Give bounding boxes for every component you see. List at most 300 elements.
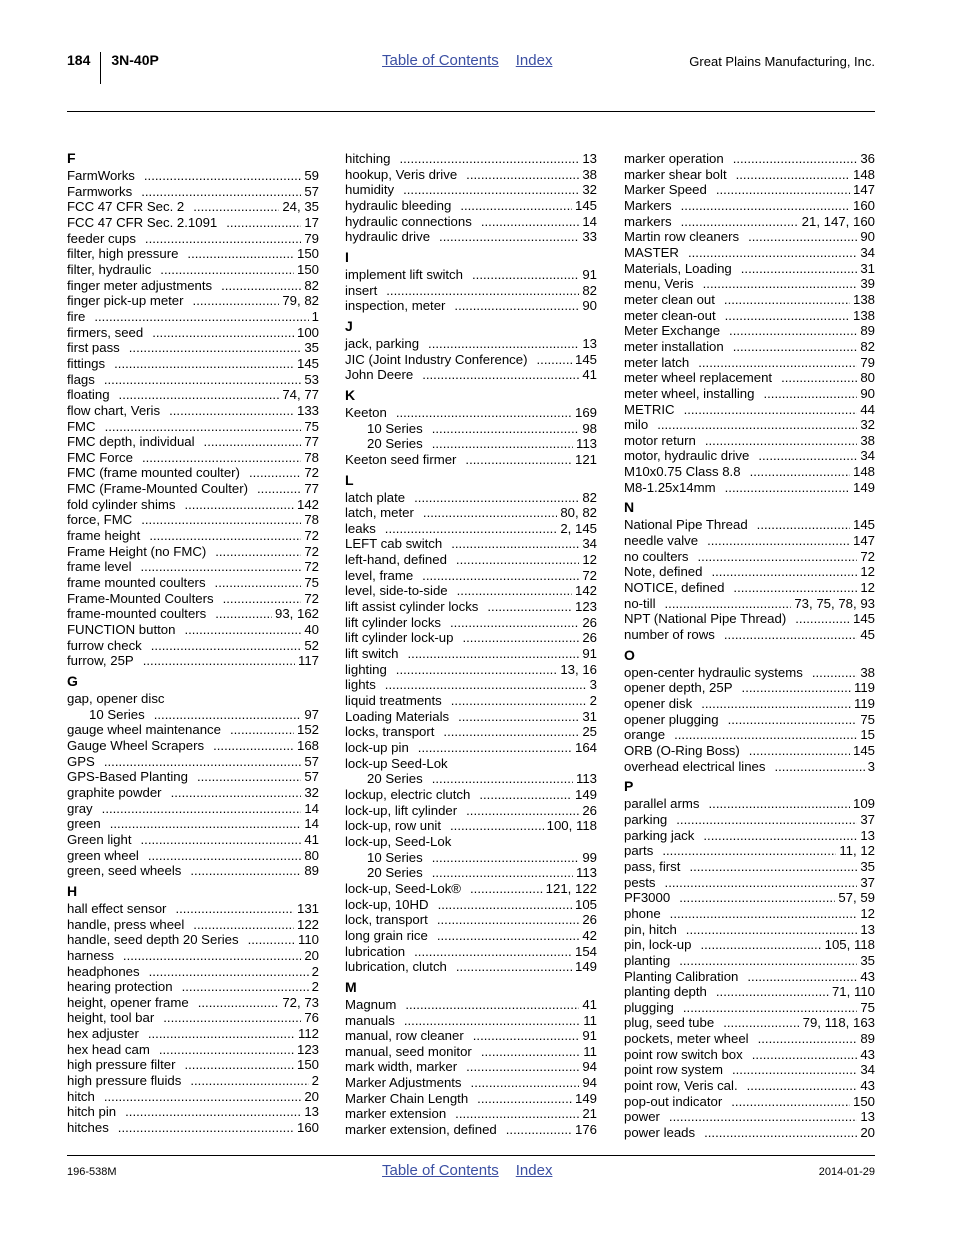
- index-page-refs[interactable]: 11, 12: [839, 843, 875, 859]
- index-term: FMC depth, individual: [67, 434, 195, 450]
- index-page-refs[interactable]: 3: [867, 758, 875, 774]
- index-term: humidity: [345, 182, 395, 198]
- index-page-refs[interactable]: 169: [574, 404, 597, 420]
- index-term: liquid treatments: [345, 693, 442, 709]
- footer-rule: [67, 1155, 875, 1156]
- index-entry: [624, 549, 875, 565]
- index-entry: [67, 722, 319, 738]
- index-page-refs[interactable]: 11: [583, 1012, 597, 1028]
- index-entry: [67, 754, 319, 770]
- index-page-refs[interactable]: 52: [304, 637, 319, 653]
- index-page-refs[interactable]: 121, 122: [545, 880, 597, 896]
- index-page-refs[interactable]: 72: [582, 567, 597, 583]
- index-page-refs[interactable]: 38: [860, 664, 875, 680]
- index-page-refs[interactable]: 160: [296, 1120, 319, 1136]
- footer-index-link[interactable]: Index: [515, 1162, 553, 1179]
- index-page-refs[interactable]: 75: [860, 711, 875, 727]
- index-page-refs[interactable]: 13: [304, 1104, 319, 1120]
- index-page-refs[interactable]: 121: [574, 451, 597, 467]
- index-page-refs[interactable]: 37: [860, 874, 875, 890]
- index-page-refs[interactable]: 20: [304, 1088, 319, 1104]
- index-page-refs[interactable]: 20: [304, 947, 319, 963]
- index-page-refs[interactable]: 154: [574, 943, 597, 959]
- index-term: pop-out indicator: [624, 1093, 723, 1109]
- index-page-refs[interactable]: 79: [860, 354, 875, 370]
- dot-leader: [151, 638, 302, 654]
- index-term: Keeton seed firmer: [345, 451, 457, 467]
- index-page-refs[interactable]: 13, 16: [560, 661, 597, 677]
- index-page-refs[interactable]: 57: [304, 183, 319, 199]
- index-page-refs[interactable]: 176: [574, 1122, 597, 1138]
- dot-leader: [443, 724, 579, 740]
- dot-leader: [437, 912, 580, 928]
- index-page-refs[interactable]: 117: [297, 653, 319, 669]
- index-entry: [345, 552, 597, 568]
- index-page-refs[interactable]: 40: [304, 622, 319, 638]
- index-letter-heading: N: [624, 499, 635, 516]
- index-entry: [67, 262, 319, 278]
- index-page-refs[interactable]: 26: [582, 912, 597, 928]
- index-page-refs[interactable]: 142: [574, 583, 597, 599]
- index-page-refs[interactable]: 145: [574, 351, 597, 367]
- index-page-refs[interactable]: 150: [296, 246, 319, 262]
- dot-leader: [750, 464, 850, 480]
- index-page-refs[interactable]: 43: [860, 1046, 875, 1062]
- index-term: jack, parking: [345, 335, 420, 351]
- index-page-refs[interactable]: 168: [296, 737, 319, 753]
- index-term: GPS-Based Planting: [67, 769, 188, 785]
- index-page-refs[interactable]: 160: [852, 197, 875, 213]
- index-page-refs[interactable]: 37: [860, 811, 875, 827]
- dot-leader: [681, 198, 850, 214]
- index-page-refs[interactable]: 32: [582, 182, 597, 198]
- dot-leader: [141, 832, 302, 848]
- index-letter-heading: I: [345, 248, 349, 265]
- index-page-refs[interactable]: 41: [304, 831, 319, 847]
- index-term: graphite powder: [67, 784, 162, 800]
- index-entry: [67, 1026, 319, 1042]
- index-term: FMC (frame mounted coulter): [67, 465, 240, 481]
- dot-leader: [451, 536, 579, 552]
- index-letter-heading: P: [624, 778, 634, 795]
- index-letter-heading: M: [345, 978, 357, 995]
- index-page-refs[interactable]: 149: [852, 479, 875, 495]
- index-page-refs[interactable]: 2: [589, 693, 597, 709]
- dot-leader: [458, 709, 579, 725]
- index-page-refs[interactable]: 41: [582, 367, 597, 383]
- index-page-refs[interactable]: 80: [860, 370, 875, 386]
- footer-toc-link[interactable]: Table of Contents: [382, 1162, 499, 1179]
- header-index-link[interactable]: Index: [515, 52, 553, 69]
- index-page-refs[interactable]: 21: [582, 1106, 597, 1122]
- index-subentry: [345, 436, 597, 452]
- index-page-refs[interactable]: 142: [296, 496, 319, 512]
- index-entry: [67, 278, 319, 294]
- index-entry: [624, 953, 875, 969]
- index-entry: [624, 937, 875, 953]
- dot-leader: [466, 803, 579, 819]
- index-page-refs[interactable]: 119: [853, 680, 875, 696]
- index-term: gap, opener disc: [67, 691, 165, 706]
- index-page-refs[interactable]: 82: [582, 282, 597, 298]
- index-page-refs[interactable]: 145: [852, 611, 875, 627]
- index-page-refs[interactable]: 110: [297, 932, 319, 948]
- index-entry: [67, 559, 319, 575]
- index-page-refs[interactable]: 38: [860, 432, 875, 448]
- index-term: FarmWorks: [67, 168, 135, 183]
- index-page-refs[interactable]: 109: [852, 796, 875, 812]
- index-page-refs[interactable]: 79: [304, 230, 319, 246]
- dot-leader: [703, 828, 857, 844]
- index-page-refs[interactable]: 123: [574, 599, 597, 615]
- index-page-refs[interactable]: 59: [304, 168, 319, 183]
- index-page-refs[interactable]: 91: [582, 646, 597, 662]
- index-entry: [67, 340, 319, 356]
- index-page-refs[interactable]: 91: [582, 266, 597, 282]
- index-page-refs[interactable]: 77: [304, 434, 319, 450]
- dot-leader: [729, 323, 857, 339]
- dot-leader: [733, 151, 858, 167]
- index-page-refs[interactable]: 34: [860, 1062, 875, 1078]
- index-term: NPT (National Pipe Thread): [624, 611, 787, 627]
- index-entry: [624, 1094, 875, 1110]
- index-page-refs[interactable]: 57: [304, 753, 319, 769]
- index-page-refs[interactable]: 98: [582, 420, 597, 436]
- index-page-refs[interactable]: 2: [311, 1073, 319, 1089]
- index-entry: [345, 336, 597, 352]
- index-page-refs[interactable]: 73, 75, 78, 93: [794, 595, 875, 611]
- index-page-refs[interactable]: 94: [582, 1059, 597, 1075]
- index-term: Markers: [624, 197, 672, 213]
- index-term: lift cylinder locks: [345, 614, 442, 630]
- index-page-refs[interactable]: 78: [304, 512, 319, 528]
- index-entry: [624, 828, 875, 844]
- dot-leader: [763, 386, 857, 402]
- index-page-refs[interactable]: 149: [574, 786, 597, 802]
- index-term: meter wheel, installing: [624, 385, 755, 401]
- index-entry: [345, 615, 597, 631]
- index-entry: [624, 759, 875, 775]
- index-page-refs[interactable]: 33: [582, 229, 597, 245]
- index-page-refs[interactable]: 79, 82: [282, 293, 319, 309]
- index-page-refs[interactable]: 164: [574, 740, 597, 755]
- index-page-refs[interactable]: 26: [582, 802, 597, 818]
- dot-leader: [104, 754, 301, 770]
- index-page-refs[interactable]: 138: [852, 307, 875, 323]
- index-page-refs[interactable]: 17: [304, 214, 319, 230]
- index-page-refs[interactable]: 105, 118: [824, 937, 875, 953]
- index-page-refs[interactable]: 42: [582, 927, 597, 943]
- index-page-refs[interactable]: 57: [304, 769, 319, 785]
- index-page-refs[interactable]: 94: [582, 1075, 597, 1091]
- index-page-refs[interactable]: 148: [852, 464, 875, 480]
- index-entry: [624, 1062, 875, 1078]
- index-page-refs[interactable]: 113: [575, 771, 597, 787]
- index-page-refs[interactable]: 13: [860, 921, 875, 937]
- index-page-refs[interactable]: 32: [304, 784, 319, 800]
- index-term: opener disk: [624, 696, 693, 711]
- index-term: M8-1.25x14mm: [624, 479, 716, 495]
- index-page-refs[interactable]: 82: [304, 277, 319, 293]
- index-term: hall effect sensor: [67, 900, 167, 916]
- dot-leader: [193, 199, 279, 215]
- index-page-refs[interactable]: 78: [304, 449, 319, 465]
- index-page-refs[interactable]: 3: [589, 677, 597, 693]
- index-page-refs[interactable]: 89: [860, 323, 875, 339]
- index-entry: [624, 984, 875, 1000]
- index-term: lock-up pin: [345, 740, 409, 755]
- index-page-refs[interactable]: 20: [860, 1125, 875, 1141]
- index-page-refs[interactable]: 149: [574, 1090, 597, 1106]
- index-page-refs[interactable]: 45: [860, 627, 875, 643]
- index-page-refs[interactable]: 43: [860, 968, 875, 984]
- dot-leader: [198, 995, 280, 1011]
- index-entry: [624, 323, 875, 339]
- index-term: M10x0.75 Class 8.8: [624, 464, 741, 480]
- index-entry: [67, 1057, 319, 1073]
- index-page-refs[interactable]: 34: [860, 244, 875, 260]
- dot-leader: [479, 787, 572, 803]
- index-entry: [345, 693, 597, 709]
- index-page-refs[interactable]: 35: [860, 858, 875, 874]
- index-page-refs[interactable]: 24, 35: [282, 199, 319, 215]
- index-entry: [345, 583, 597, 599]
- index-term: 10 Series: [367, 420, 423, 436]
- index-page-refs[interactable]: 152: [296, 722, 319, 738]
- index-page-refs[interactable]: 32: [860, 417, 875, 433]
- dot-leader: [141, 559, 302, 575]
- index-entry: [345, 283, 597, 299]
- index-page-refs[interactable]: 12: [860, 580, 875, 596]
- dot-leader: [404, 1013, 580, 1029]
- index-entry: [345, 214, 597, 230]
- index-term: long grain rice: [345, 927, 428, 943]
- index-entry: [624, 969, 875, 985]
- index-page-refs[interactable]: 145: [296, 355, 319, 371]
- index-page-refs[interactable]: 72: [304, 528, 319, 544]
- index-page-refs[interactable]: 13: [582, 335, 597, 351]
- dot-leader: [160, 262, 294, 278]
- index-page-refs[interactable]: 12: [860, 905, 875, 921]
- dot-leader: [457, 583, 572, 599]
- index-page-refs[interactable]: 38: [582, 166, 597, 182]
- index-page-refs[interactable]: 21, 147, 160: [801, 213, 875, 229]
- index-page-refs[interactable]: 147: [852, 533, 875, 549]
- index-page-refs[interactable]: 93, 162: [275, 606, 319, 622]
- index-page-refs[interactable]: 39: [860, 276, 875, 292]
- index-page-refs[interactable]: 71, 110: [831, 984, 875, 1000]
- index-term: flags: [67, 371, 95, 387]
- index-page-refs[interactable]: 11: [583, 1043, 597, 1059]
- index-page-refs[interactable]: 150: [296, 261, 319, 277]
- index-page-refs[interactable]: 13: [582, 151, 597, 166]
- index-page-refs[interactable]: 131: [296, 900, 319, 916]
- index-page-refs[interactable]: 44: [860, 401, 875, 417]
- index-page-refs[interactable]: 75: [860, 999, 875, 1015]
- index-page-refs[interactable]: 100: [296, 324, 319, 340]
- index-page-refs[interactable]: 34: [860, 448, 875, 464]
- index-page-refs[interactable]: 41: [582, 996, 597, 1012]
- index-term: motor return: [624, 432, 696, 448]
- index-page-refs[interactable]: 97: [304, 706, 319, 722]
- index-page-refs[interactable]: 14: [582, 213, 597, 229]
- dot-leader: [215, 606, 272, 622]
- index-entry: [67, 199, 319, 215]
- index-term: lift switch: [345, 646, 399, 662]
- index-page-refs[interactable]: 74, 77: [282, 387, 319, 403]
- index-entry: [345, 568, 597, 584]
- index-page-refs[interactable]: 145: [852, 517, 875, 533]
- index-entry: [624, 712, 875, 728]
- index-page-refs[interactable]: 35: [860, 952, 875, 968]
- index-page-refs[interactable]: 100, 118: [546, 818, 597, 834]
- dot-leader: [742, 680, 851, 696]
- index-term: point row system: [624, 1062, 723, 1078]
- index-term: Marker Chain Length: [345, 1090, 469, 1106]
- index-page-refs[interactable]: 147: [852, 182, 875, 198]
- index-page-refs[interactable]: 72: [304, 559, 319, 575]
- index-term: fittings: [67, 355, 106, 371]
- index-subentry: [345, 850, 597, 866]
- index-page-refs[interactable]: 80, 82: [560, 505, 597, 521]
- dot-leader: [385, 677, 587, 693]
- index-page-refs[interactable]: 122: [296, 916, 319, 932]
- index-letter-heading: K: [345, 386, 356, 403]
- index-entry: [67, 403, 319, 419]
- index-page-refs[interactable]: 90: [860, 385, 875, 401]
- index-page-refs[interactable]: 2: [311, 979, 319, 995]
- index-page-refs[interactable]: 75: [304, 575, 319, 591]
- index-page-refs[interactable]: 90: [582, 298, 597, 314]
- dot-leader: [143, 653, 295, 669]
- index-page-refs[interactable]: 148: [852, 166, 875, 182]
- index-page-refs[interactable]: 99: [582, 849, 597, 865]
- index-entry: [67, 1104, 319, 1120]
- index-page-refs[interactable]: 112: [297, 1026, 319, 1042]
- index-page-refs[interactable]: 26: [582, 614, 597, 630]
- index-term: power: [624, 1109, 660, 1125]
- dot-leader: [125, 1104, 301, 1120]
- index-entry: [67, 848, 319, 864]
- index-page-refs[interactable]: 89: [304, 863, 319, 879]
- index-page-refs[interactable]: 43: [860, 1078, 875, 1094]
- index-term: NOTICE, defined: [624, 580, 725, 596]
- index-page-refs[interactable]: 72: [304, 465, 319, 481]
- index-page-refs[interactable]: 150: [296, 1057, 319, 1073]
- header-toc-link[interactable]: Table of Contents: [382, 52, 499, 69]
- dot-leader: [149, 528, 301, 544]
- index-page-refs[interactable]: 90: [860, 229, 875, 245]
- index-page-refs[interactable]: 145: [574, 197, 597, 213]
- index-page-refs[interactable]: 72: [304, 590, 319, 606]
- index-term: lift cylinder lock-up: [345, 630, 454, 646]
- model-name: 3N-40P: [111, 52, 159, 68]
- index-page-refs[interactable]: 91: [582, 1028, 597, 1044]
- index-entry: [624, 229, 875, 245]
- index-page-refs[interactable]: 31: [860, 260, 875, 276]
- page-header-left: [67, 52, 159, 84]
- index-page-refs[interactable]: 89: [860, 1031, 875, 1047]
- index-page-refs[interactable]: 138: [852, 291, 875, 307]
- index-page-refs[interactable]: 75: [304, 418, 319, 434]
- index-page-refs[interactable]: 76: [304, 1010, 319, 1026]
- index-page-refs[interactable]: 133: [296, 402, 319, 418]
- index-page-refs[interactable]: 150: [852, 1093, 875, 1109]
- index-page-refs[interactable]: 36: [860, 151, 875, 166]
- index-page-refs[interactable]: 82: [582, 489, 597, 505]
- index-entry: [67, 1089, 319, 1105]
- index-entry: [67, 215, 319, 231]
- index-entry: [624, 1078, 875, 1094]
- index-page-refs[interactable]: 72, 73: [282, 994, 319, 1010]
- index-entry: [345, 646, 597, 662]
- index-page-refs[interactable]: 105: [574, 896, 597, 912]
- dot-leader: [386, 283, 579, 299]
- index-page-refs[interactable]: 14: [304, 816, 319, 832]
- index-term: Note, defined: [624, 564, 703, 580]
- index-page-refs[interactable]: 113: [575, 865, 597, 881]
- index-page-refs[interactable]: 13: [860, 827, 875, 843]
- index-entry: [345, 1122, 597, 1138]
- index-page-refs[interactable]: 72: [860, 548, 875, 564]
- index-entry: [345, 1013, 597, 1029]
- index-entry: [624, 292, 875, 308]
- index-page-refs[interactable]: 82: [860, 338, 875, 354]
- index-page-refs[interactable]: 119: [853, 696, 875, 711]
- index-entry: [624, 245, 875, 261]
- index-page-refs[interactable]: 145: [852, 742, 875, 758]
- index-page-refs[interactable]: 80: [304, 847, 319, 863]
- index-page-refs[interactable]: 12: [582, 552, 597, 568]
- index-entry: [624, 680, 875, 696]
- index-page-refs[interactable]: 53: [304, 371, 319, 387]
- index-page-refs[interactable]: 31: [582, 708, 597, 724]
- dot-leader: [119, 387, 280, 403]
- index-page-refs[interactable]: 77: [304, 481, 319, 497]
- index-page-refs[interactable]: 113: [575, 436, 597, 452]
- dot-leader: [230, 722, 294, 738]
- dot-leader: [451, 693, 587, 709]
- index-page-refs[interactable]: 149: [574, 959, 597, 975]
- index-term: ORB (O-Ring Boss): [624, 742, 740, 758]
- index-page-refs[interactable]: 57, 59: [838, 890, 875, 906]
- index-entry: [345, 997, 597, 1013]
- index-page-refs[interactable]: 1: [311, 308, 319, 324]
- index-entry: [67, 917, 319, 933]
- index-page-refs[interactable]: 35: [304, 340, 319, 356]
- index-page-refs[interactable]: 34: [582, 536, 597, 552]
- index-term: phone: [624, 905, 661, 921]
- index-entry: [345, 756, 597, 772]
- index-page-refs[interactable]: 12: [860, 564, 875, 580]
- dot-leader: [187, 246, 294, 262]
- index-page-refs[interactable]: 79, 118, 163: [802, 1015, 875, 1031]
- index-page-refs[interactable]: 2, 145: [560, 520, 597, 536]
- index-page-refs[interactable]: 26: [582, 630, 597, 646]
- index-page-refs[interactable]: 2: [311, 963, 319, 979]
- index-entry: [624, 370, 875, 386]
- index-page-refs[interactable]: 14: [304, 800, 319, 816]
- index-entry: [624, 198, 875, 214]
- index-page-refs[interactable]: 25: [582, 724, 597, 740]
- index-entry: [67, 691, 319, 707]
- index-page-refs[interactable]: 15: [860, 727, 875, 743]
- index-page-refs[interactable]: 13: [860, 1109, 875, 1125]
- index-term: point row, Veris cal.: [624, 1078, 738, 1094]
- index-page-refs[interactable]: 123: [296, 1041, 319, 1057]
- index-page-refs[interactable]: 72: [304, 543, 319, 559]
- index-letter-heading: L: [345, 471, 354, 488]
